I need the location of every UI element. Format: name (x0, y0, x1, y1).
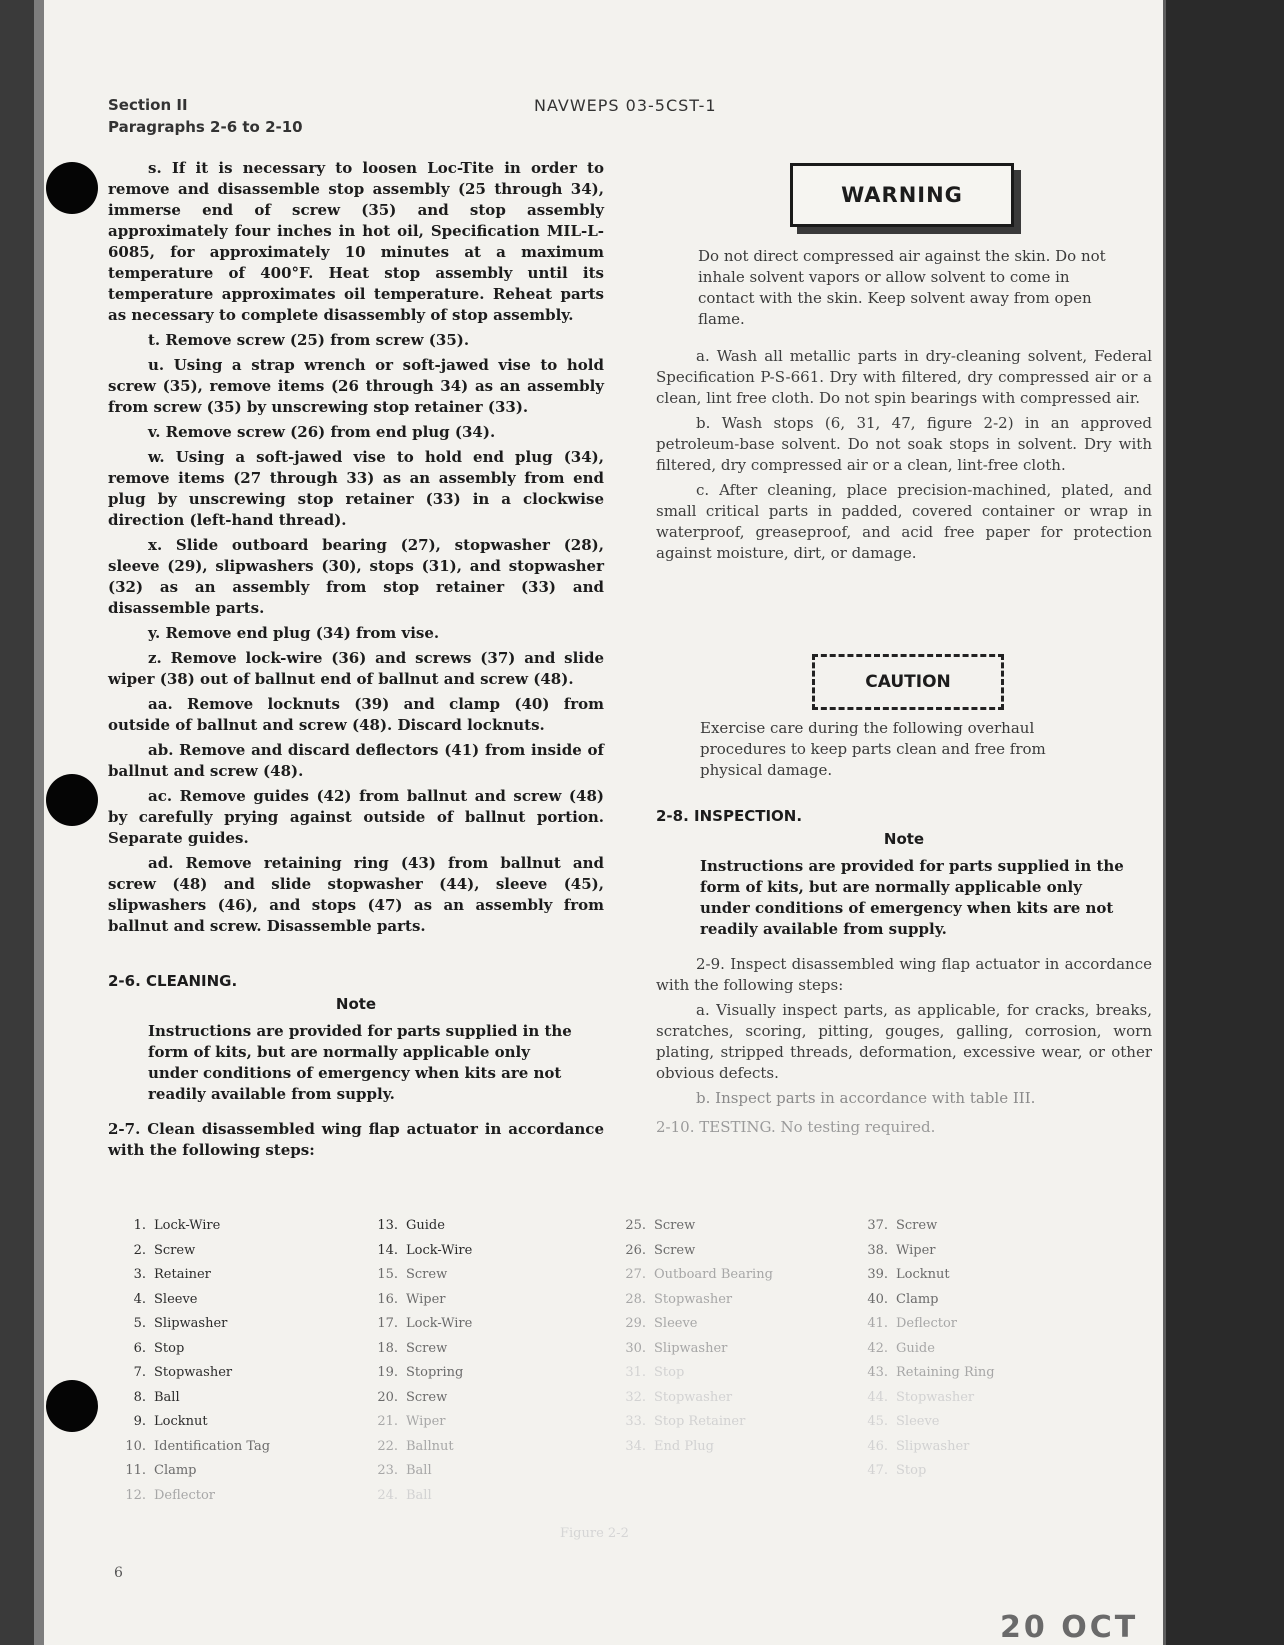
parts-column-4 (860, 1214, 995, 1508)
part-number: 16. (377, 1291, 398, 1307)
parts-list-item (860, 1361, 995, 1386)
part-number: 5. (133, 1316, 146, 1331)
part-number: 27. (625, 1267, 646, 1282)
right-column-inspection (656, 806, 1152, 1142)
part-name: Stopwasher (896, 1389, 975, 1405)
part-name: Lock-Wire (406, 1316, 473, 1331)
caution-label: CAUTION (812, 654, 1004, 710)
part-name: Identification Tag (154, 1438, 271, 1454)
part-number: 37. (867, 1218, 888, 1233)
parts-list-item (860, 1263, 995, 1288)
parts-list-item (118, 1288, 270, 1313)
parts-list-item (618, 1239, 773, 1264)
step-u: u. Using a strap wrench or soft-jawed vise to hold screw (35), remove items (26 through 34) as an assembly from screw (35) by unscrewing stop retainer (33). (108, 356, 604, 416)
part-number: 1. (133, 1218, 146, 1233)
section-label: Section II (108, 96, 188, 114)
parts-list-item (618, 1459, 773, 1484)
testing-text: 2-10. TESTING. No testing required. (656, 1118, 936, 1136)
part-name: Screw (154, 1242, 196, 1258)
part-number: 17. (377, 1316, 398, 1331)
parts-column-3 (618, 1214, 773, 1508)
punch-hole-middle (46, 774, 98, 826)
part-number: 45. (867, 1414, 888, 1429)
part-number: 42. (867, 1340, 888, 1356)
part-name: Lock-Wire (406, 1242, 473, 1258)
part-name: End Plug (654, 1438, 714, 1454)
part-name: Wiper (896, 1242, 936, 1258)
part-number: 29. (625, 1316, 646, 1331)
clean-step-a: a. Wash all metallic parts in dry-cleaning solvent, Federal Specification P-S-661. Dry with filtered, dry compressed air or a clean, lint free cloth. Do not spin bearings with compressed air. (656, 347, 1152, 407)
parts-list-item (370, 1263, 472, 1288)
part-number: 39. (867, 1267, 888, 1282)
parts-list-item (370, 1459, 472, 1484)
part-number: 30. (625, 1340, 646, 1356)
part-name: Slipwasher (654, 1340, 728, 1356)
parts-list-item (370, 1214, 472, 1239)
date-stamp: 20 OCT (1000, 1610, 1139, 1645)
part-number: 41. (867, 1316, 888, 1331)
parts-list-item (618, 1214, 773, 1239)
part-name: Retainer (154, 1267, 211, 1282)
part-number: 34. (625, 1438, 646, 1454)
punch-hole-bottom (46, 1380, 98, 1432)
left-column (108, 158, 604, 1165)
part-name: Screw (406, 1389, 448, 1405)
step-x: x. Slide outboard bearing (27), stopwasher (28), sleeve (29), slipwashers (30), stops (31), and stopwasher (32) as an assembly from stop retainer (33) and disassemble parts. (108, 536, 604, 617)
parts-list-item (118, 1484, 270, 1509)
part-name: Stop (654, 1365, 685, 1380)
part-name: Sleeve (654, 1316, 698, 1331)
parts-list-item (370, 1410, 472, 1435)
parts-list-item (618, 1263, 773, 1288)
part-name: Slipwasher (896, 1438, 970, 1454)
part-number: 31. (625, 1365, 646, 1380)
part-number: 43. (867, 1365, 888, 1380)
parts-list-item (860, 1288, 995, 1313)
inspection-heading: 2-8. INSPECTION. (656, 807, 803, 825)
part-number: 8. (133, 1389, 146, 1405)
part-name: Ball (406, 1487, 432, 1503)
warning-label: WARNING (790, 163, 1014, 227)
part-name: Retaining Ring (896, 1365, 995, 1380)
part-number: 10. (125, 1438, 146, 1454)
part-name: Screw (896, 1218, 938, 1233)
inspect-step-a: a. Visually inspect parts, as applicable, for cracks, breaks, scratches, scoring, pitting, gouges, galling, corrosion, worn plating, stripped threads, deformation, excessive wear, or other obvious defects. (656, 1001, 1152, 1082)
scanner-right-edge (1166, 0, 1284, 1645)
cleaning-intro: 2-7. Clean disassembled wing flap actuator in accordance with the following steps: (108, 1120, 604, 1159)
part-name: Clamp (154, 1463, 197, 1478)
inspection-note-text: Instructions are provided for parts supplied in the form of kits, but are normally applicable only under conditions of emergency when kits are not readily available from supply. (700, 857, 1124, 938)
part-number: 4. (133, 1291, 146, 1307)
part-name: Ball (154, 1389, 180, 1405)
parts-list-item (860, 1484, 995, 1509)
figure-caption: Figure 2-2 (560, 1526, 629, 1541)
part-name: Outboard Bearing (654, 1267, 773, 1282)
part-number: 6. (133, 1340, 146, 1356)
parts-list-item (370, 1337, 472, 1362)
parts-list-item (370, 1435, 472, 1460)
parts-list-item (370, 1239, 472, 1264)
parts-list-item (618, 1337, 773, 1362)
parts-list-item (118, 1361, 270, 1386)
cleaning-heading: 2-6. CLEANING. (108, 972, 238, 990)
part-number: 21. (377, 1414, 398, 1429)
part-name: Stop (896, 1463, 927, 1478)
parts-list-item (618, 1484, 773, 1509)
parts-list-item (118, 1214, 270, 1239)
section-header (108, 94, 303, 138)
parts-list-item (118, 1312, 270, 1337)
step-v: v. Remove screw (26) from end plug (34). (148, 423, 496, 441)
part-number: 47. (867, 1463, 888, 1478)
parts-list-item (860, 1386, 995, 1411)
part-number: 32. (625, 1389, 646, 1405)
step-z: z. Remove lock-wire (36) and screws (37) and slide wiper (38) out of ballnut end of ballnut and screw (48). (108, 649, 604, 688)
part-number: 38. (867, 1242, 888, 1258)
inspection-intro: 2-9. Inspect disassembled wing flap actuator in accordance with the following steps: (656, 955, 1152, 994)
part-number: 7. (133, 1365, 146, 1380)
caution-text: Exercise care during the following overhaul procedures to keep parts clean and free from physical damage. (700, 719, 1046, 779)
parts-list-item (618, 1435, 773, 1460)
part-number: 2. (133, 1242, 146, 1258)
part-number: 12. (125, 1487, 146, 1503)
inspect-step-b: b. Inspect parts in accordance with table III. (696, 1089, 1036, 1107)
part-number: 28. (625, 1291, 646, 1307)
part-name: Screw (654, 1218, 696, 1233)
parts-column-2 (370, 1214, 472, 1508)
parts-list-item (860, 1459, 995, 1484)
page-number: 6 (114, 1565, 123, 1581)
parts-list-item (118, 1435, 270, 1460)
part-name: Stopwasher (654, 1389, 733, 1405)
part-name: Ball (406, 1463, 432, 1478)
parts-list-item (118, 1459, 270, 1484)
part-number: 25. (625, 1218, 646, 1233)
part-number: 9. (133, 1414, 146, 1429)
parts-list-item (860, 1239, 995, 1264)
part-number: 24. (377, 1487, 398, 1503)
step-ab: ab. Remove and discard deflectors (41) from inside of ballnut and screw (48). (108, 741, 604, 780)
part-number: 15. (377, 1267, 398, 1282)
part-name: Stop Retainer (654, 1414, 746, 1429)
step-ad: ad. Remove retaining ring (43) from ballnut and screw (48) and slide stopwasher (44), sleeve (45), slipwashers (46), and stops (47) as an assembly from ballnut and screw. Disassemble parts. (108, 854, 604, 935)
part-number: 23. (377, 1463, 398, 1478)
part-name: Guide (406, 1218, 445, 1233)
part-name: Sleeve (154, 1291, 198, 1307)
part-number: 3. (133, 1267, 146, 1282)
parts-list-item (618, 1410, 773, 1435)
part-number: 26. (625, 1242, 646, 1258)
parts-list-item (618, 1288, 773, 1313)
part-name: Slipwasher (154, 1316, 228, 1331)
document-number: NAVWEPS 03-5CST-1 (534, 96, 717, 115)
parts-list-item (370, 1484, 472, 1509)
parts-list-item (370, 1361, 472, 1386)
part-number: 20. (377, 1389, 398, 1405)
part-name: Locknut (896, 1267, 950, 1282)
parts-list-item (860, 1435, 995, 1460)
part-name: Stopwasher (154, 1365, 233, 1380)
part-name: Locknut (154, 1414, 208, 1429)
parts-column-1 (118, 1214, 270, 1508)
parts-list-item (118, 1410, 270, 1435)
parts-list-item (860, 1337, 995, 1362)
inspection-note-title: Note (883, 830, 925, 848)
part-name: Screw (406, 1267, 448, 1282)
part-name: Ballnut (406, 1438, 454, 1454)
step-t: t. Remove screw (25) from screw (35). (148, 331, 470, 349)
part-name: Stop (154, 1340, 185, 1356)
part-number: 11. (125, 1463, 146, 1478)
step-w: w. Using a soft-jawed vise to hold end plug (34), remove items (27 through 33) as an assembly from end plug by unscrewing stop retainer (33) in a clockwise direction (left-hand thread). (108, 448, 604, 529)
parts-list-item (370, 1386, 472, 1411)
parts-list-item (860, 1214, 995, 1239)
warning-text: Do not direct compressed air against the skin. Do not inhale solvent vapors or allow solvent to come in contact with the skin. Keep solvent away from open flame. (698, 247, 1106, 328)
part-name: Lock-Wire (154, 1218, 221, 1233)
parts-list-item (860, 1312, 995, 1337)
part-name: Sleeve (896, 1414, 940, 1429)
parts-list-item (118, 1263, 270, 1288)
part-number: 18. (377, 1340, 398, 1356)
part-name: Wiper (406, 1291, 446, 1307)
cleaning-note-title: Note (335, 995, 377, 1013)
part-name: Screw (406, 1340, 448, 1356)
part-number: 44. (867, 1389, 888, 1405)
part-name: Stopwasher (654, 1291, 733, 1307)
parts-list (118, 1214, 998, 1514)
part-name: Screw (654, 1242, 696, 1258)
parts-list-item (370, 1312, 472, 1337)
parts-list-item (618, 1312, 773, 1337)
clean-step-c: c. After cleaning, place precision-machined, plated, and small critical parts in padded, covered container or wrap in waterproof, greaseproof, and acid free paper for protection against moisture, dirt, or damage. (656, 481, 1152, 562)
right-column-cleaning-steps (656, 346, 1152, 568)
part-number: 19. (377, 1365, 398, 1380)
part-name: Stopring (406, 1365, 464, 1380)
part-number: 46. (867, 1438, 888, 1454)
part-name: Deflector (154, 1487, 216, 1503)
clean-step-b: b. Wash stops (6, 31, 47, figure 2-2) in an approved petroleum-base solvent. Do not soak stops in solvent. Dry with filtered, dry compressed air or a clean, lint-free cloth. (656, 414, 1152, 474)
part-number: 13. (377, 1218, 398, 1233)
step-ac: ac. Remove guides (42) from ballnut and screw (48) by carefully prying against outside of ballnut portion. Separate guides. (108, 787, 604, 847)
part-number: 22. (377, 1438, 398, 1454)
scanner-left-shadow (34, 0, 44, 1645)
part-name: Clamp (896, 1291, 939, 1307)
step-y: y. Remove end plug (34) from vise. (148, 624, 440, 642)
step-aa: aa. Remove locknuts (39) and clamp (40) from outside of ballnut and screw (48). Discard locknuts. (108, 695, 604, 734)
paragraphs-label: Paragraphs 2-6 to 2-10 (108, 118, 303, 136)
parts-list-item (118, 1386, 270, 1411)
part-number: 40. (867, 1291, 888, 1307)
parts-list-item (618, 1386, 773, 1411)
parts-list-item (618, 1361, 773, 1386)
part-name: Deflector (896, 1316, 958, 1331)
parts-list-item (370, 1288, 472, 1313)
part-number: 14. (377, 1242, 398, 1258)
parts-list-item (118, 1337, 270, 1362)
parts-list-item (860, 1410, 995, 1435)
punch-hole-top (46, 162, 98, 214)
parts-list-item (118, 1239, 270, 1264)
cleaning-note-text: Instructions are provided for parts supplied in the form of kits, but are normally applicable only under conditions of emergency when kits are not readily available from supply. (148, 1022, 572, 1103)
part-name: Wiper (406, 1414, 446, 1429)
part-number: 33. (625, 1414, 646, 1429)
step-s: s. If it is necessary to loosen Loc-Tite in order to remove and disassemble stop assembly (25 through 34), immerse end of screw (35) and stop assembly approximately four inches in hot oil, Specification MIL-L-6085, for approximately 10 minutes at a maximum temperature of 400°F. Heat stop assembly until its temperature approximates oil temperature. Reheat parts as necessary to complete disassembly of stop assembly. (108, 159, 604, 324)
part-name: Guide (896, 1340, 935, 1356)
